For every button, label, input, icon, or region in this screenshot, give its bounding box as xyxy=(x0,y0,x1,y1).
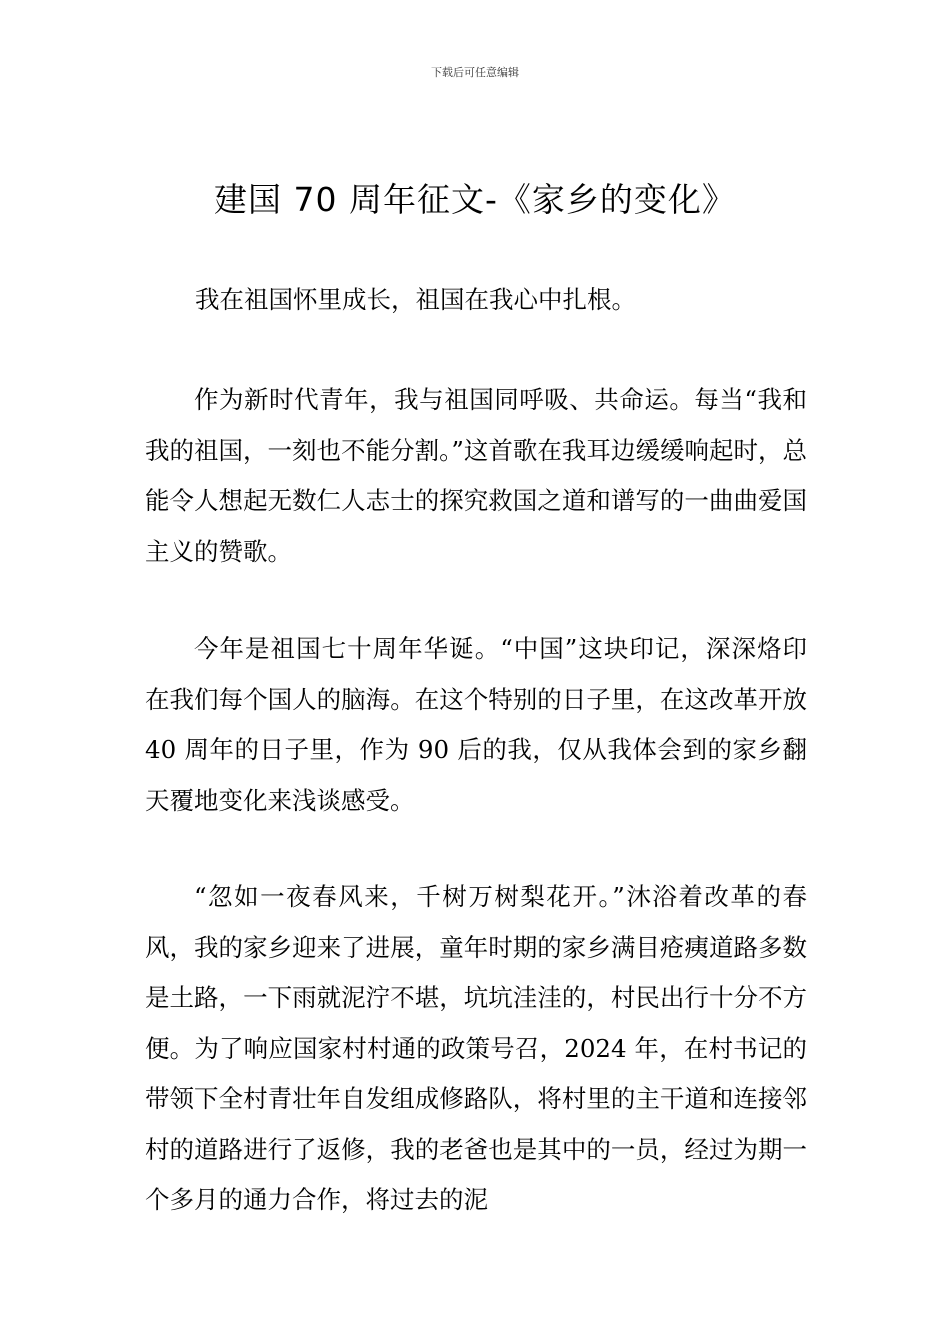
paragraph-1: 我在祖国怀里成长，祖国在我心中扎根。 xyxy=(195,285,636,314)
paragraph-3: 今年是祖国七十周年华诞。“中国”这块印记，深深烙印在我们每个国人的脑海。在这个特别的日子里，在这改革开放 40 周年的日子里，作为 90 后的我，仅从我体会到的家乡翻天覆地变化来浅谈感受。 xyxy=(145,634,807,815)
header-note: 下载后可任意编辑 xyxy=(431,66,519,79)
document-title: 建国 70 周年征文-《家乡的变化》 xyxy=(214,180,736,219)
paragraph-2: 作为新时代青年，我与祖国同呼吸、共命运。每当“我和我的祖国，一刻也不能分割。”这首歌在我耳边缓缓响起时，总能令人想起无数仁人志士的探究救国之道和谱写的一曲曲爱国主义的赞歌。 xyxy=(145,385,807,566)
paragraph-4: “忽如一夜春风来，千树万树梨花开。”沐浴着改革的春风，我的家乡迎来了进展，童年时期的家乡满目疮痍道路多数是土路，一下雨就泥泞不堪，坑坑洼洼的，村民出行十分不方便。为了响应国家村村通的政策号召，2024 年，在村书记的带领下全村青壮年自发组成修路队，将村里的主干道和连接邻村的道路进行了返修，我的老爸也是其中的一员，经过为期一个多月的通力合作，将过去的泥 xyxy=(145,882,807,1214)
